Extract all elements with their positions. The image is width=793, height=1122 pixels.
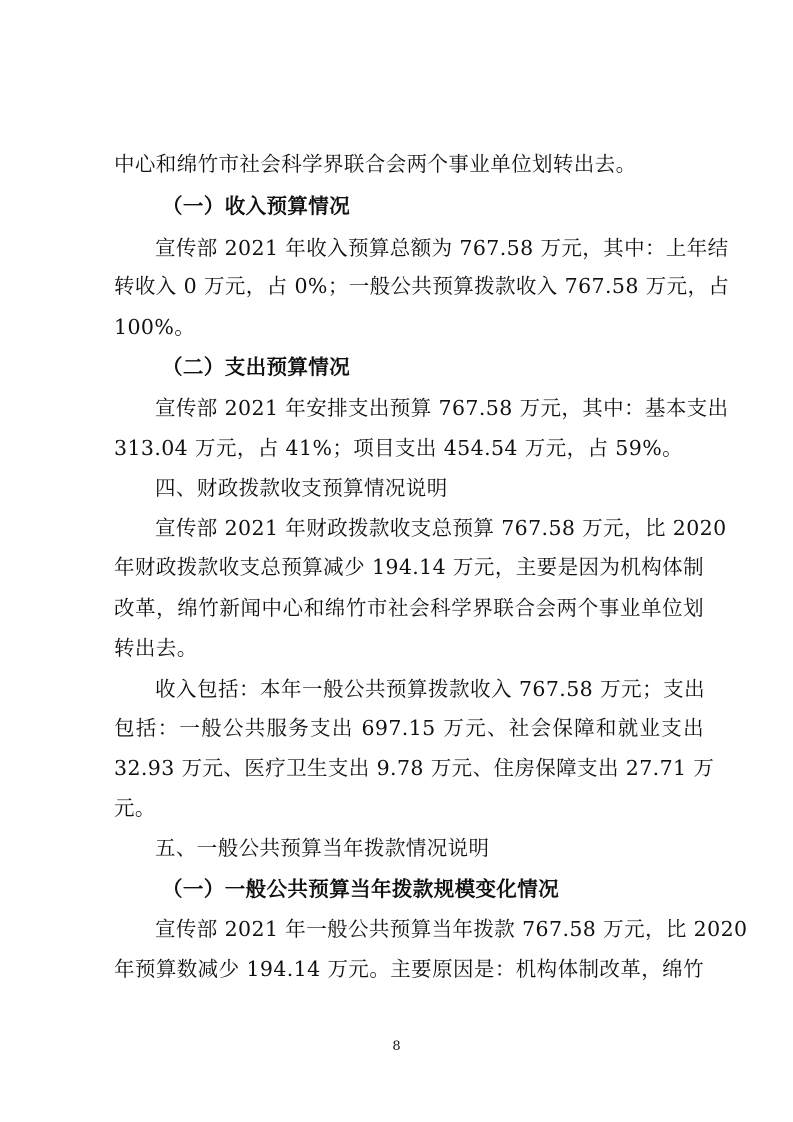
text-line: 313.04 万元，占 41%；项目支出 454.54 万元，占 59%。 bbox=[114, 436, 683, 460]
text-line: 年预算数减少 194.14 万元。主要原因是：机构体制改革，绵竹 bbox=[114, 957, 704, 981]
text-line: 年财政拨款收支总预算减少 194.14 万元，主要是因为机构体制 bbox=[114, 555, 704, 579]
text-line: 宣传部 2021 年一般公共预算当年拨款 767.58 万元，比 2020 bbox=[155, 917, 748, 941]
text-line: 宣传部 2021 年财政拨款收支总预算 767.58 万元，比 2020 bbox=[155, 516, 727, 540]
section-heading-general-budget: 五、一般公共预算当年拨款情况说明 bbox=[155, 836, 490, 860]
text-line: 转收入 0 万元，占 0%；一般公共预算拨款收入 767.58 万元，占 bbox=[114, 274, 730, 298]
text-line: 包括：一般公共服务支出 697.15 万元、社会保障和就业支出 bbox=[114, 716, 704, 740]
text-line: 转出去。 bbox=[114, 636, 198, 660]
text-line: 宣传部 2021 年安排支出预算 767.58 万元，其中：基本支出 bbox=[155, 396, 729, 420]
text-line: 宣传部 2021 年收入预算总额为 767.58 万元，其中：上年结 bbox=[155, 236, 729, 260]
text-line: 100%。 bbox=[114, 315, 196, 339]
page-number: 8 bbox=[392, 1039, 401, 1054]
section-subheading-expenditure: （二）支出预算情况 bbox=[162, 355, 351, 379]
text-line: 32.93 万元、医疗卫生支出 9.78 万元、住房保障支出 27.71 万 bbox=[114, 756, 715, 780]
text-line: 收入包括：本年一般公共预算拨款收入 767.58 万元；支出 bbox=[155, 677, 705, 701]
text-line: 改革，绵竹新闻中心和绵竹市社会科学界联合会两个事业单位划 bbox=[114, 596, 704, 620]
text-line: 元。 bbox=[114, 796, 156, 820]
text-line: 中心和绵竹市社会科学界联合会两个事业单位划转出去。 bbox=[114, 152, 637, 176]
section-subheading-scale-change: （一）一般公共预算当年拨款规模变化情况 bbox=[162, 877, 560, 901]
section-heading-fiscal-allocation: 四、财政拨款收支预算情况说明 bbox=[155, 476, 448, 500]
section-subheading-income: （一）收入预算情况 bbox=[162, 194, 351, 218]
